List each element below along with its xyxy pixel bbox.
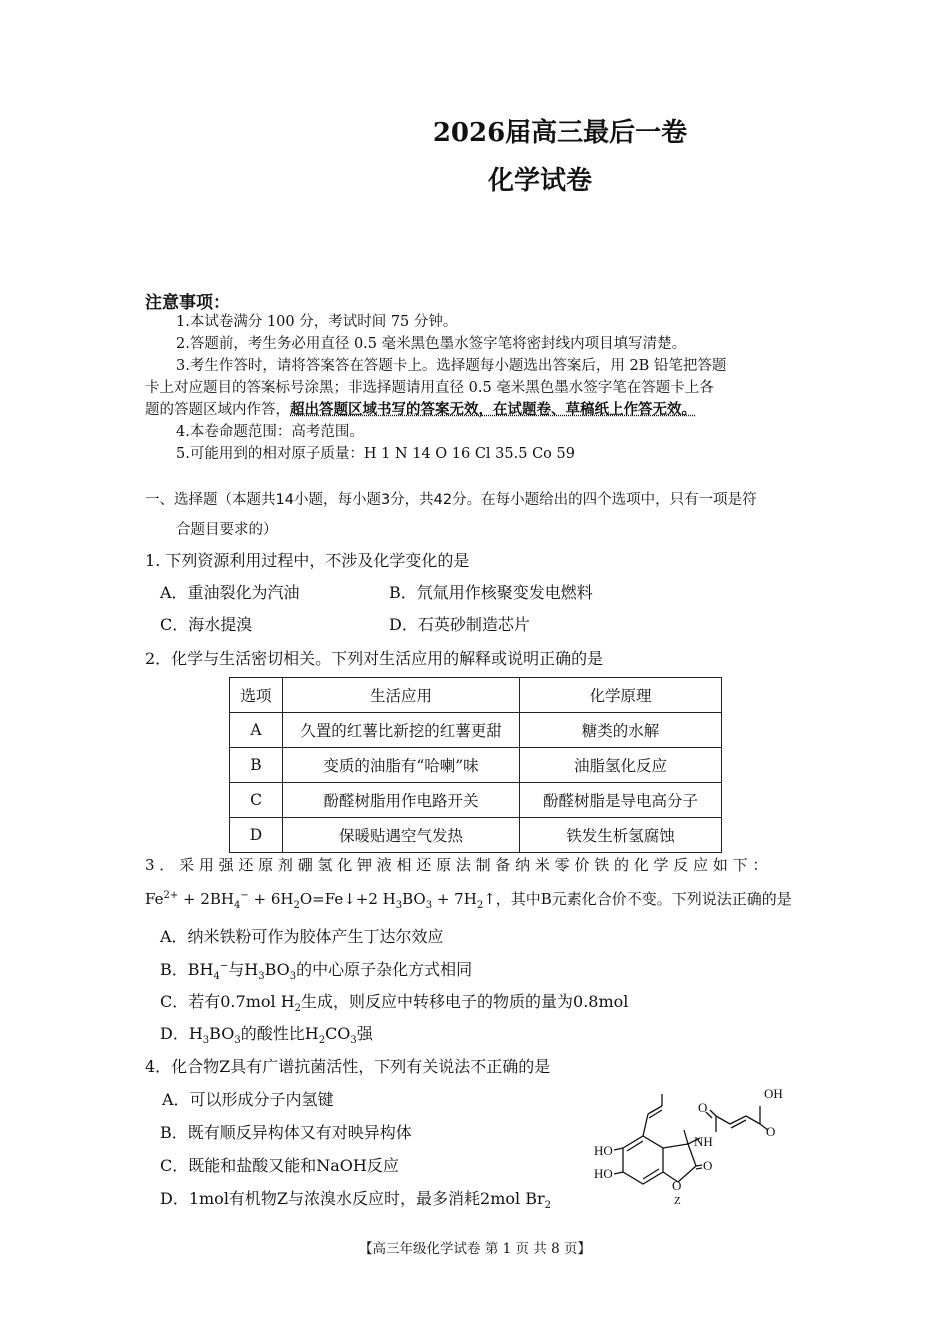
opt-sub: 3 bbox=[350, 1035, 357, 1047]
table-row bbox=[230, 748, 722, 783]
opt-part: BO bbox=[209, 1024, 235, 1043]
exam-subtitle: 化学试卷 bbox=[487, 166, 592, 196]
table-cell: 糖类的水解 bbox=[520, 713, 722, 748]
q3-option-d bbox=[160, 1021, 373, 1046]
opt-part: CO bbox=[325, 1024, 351, 1043]
opt-sub: 2 bbox=[294, 1003, 302, 1015]
eq-part: BO bbox=[402, 890, 426, 908]
q4-option-b: B．既有顺反异构体又有对映异构体 bbox=[160, 1123, 412, 1142]
section-heading: 一、选择题（本题共14小题，每小题3分，共42分。在每小题给出的四个选项中，只有一项是符 bbox=[145, 492, 757, 508]
notice-warning: 超出答题区域书写的答案无效，在试题卷、草稿纸上作答无效。 bbox=[290, 401, 696, 418]
q4-stem: 4．化合物Z具有广谱抗菌活性，下列有关说法不正确的是 bbox=[145, 1057, 551, 1076]
opt-sub: 4 bbox=[213, 971, 220, 983]
table-cell: 久置的红薯比新挖的红薯更甜 bbox=[283, 713, 520, 748]
opt-sub: 3 bbox=[258, 971, 265, 983]
q1-stem: 1. 下列资源利用过程中，不涉及化学变化的是 bbox=[145, 551, 470, 570]
opt-part: C．若有0.7mol H bbox=[160, 992, 295, 1011]
opt-part: 的中心原子杂化方式相同 bbox=[296, 960, 473, 979]
notice-item-3a: 3.考生作答时，请将答案答在答题卡上。选择题每小题选出答案后，用 2B 铅笔把答题 bbox=[176, 358, 727, 374]
opt-sub: 2 bbox=[544, 1200, 552, 1212]
q3-option-c bbox=[160, 989, 628, 1014]
eq-sup: − bbox=[240, 890, 249, 901]
table-row bbox=[230, 783, 722, 818]
eq-sub: 4 bbox=[233, 900, 241, 911]
opt-sup: − bbox=[219, 960, 229, 972]
opt-sub: 3 bbox=[289, 971, 297, 983]
opt-part: 的酸性比H bbox=[240, 1024, 319, 1043]
mol-label: OH bbox=[764, 1086, 783, 1101]
notice-item-4: 4.本卷命题范围：高考范围。 bbox=[176, 424, 364, 440]
section-heading-cont: 合题目要求的） bbox=[176, 522, 278, 538]
eq-sub: 3 bbox=[395, 900, 403, 911]
table-header-cell: 生活应用 bbox=[283, 678, 520, 713]
eq-part: + 6H bbox=[248, 890, 294, 908]
compound-z-structure bbox=[588, 1078, 798, 1208]
q1-option-c: C．海水提溴 bbox=[160, 615, 253, 634]
exam-title: 2026届高三最后一卷 bbox=[432, 118, 688, 148]
table-cell: 油脂氢化反应 bbox=[520, 748, 722, 783]
compound-label: Z bbox=[674, 1195, 681, 1207]
table-cell: C bbox=[230, 783, 283, 818]
opt-sub: 3 bbox=[234, 1035, 241, 1047]
table-cell: 酚醛树脂是导电高分子 bbox=[520, 783, 722, 818]
mol-label: O bbox=[698, 1100, 708, 1115]
notice-heading: 注意事项： bbox=[145, 293, 230, 313]
opt-part: B．BH bbox=[160, 960, 214, 979]
table-cell: A bbox=[230, 713, 283, 748]
opt-sub: 3 bbox=[202, 1035, 210, 1047]
q4-option-a: A．可以形成分子内氢键 bbox=[162, 1090, 334, 1109]
table-cell: D bbox=[230, 818, 283, 853]
q2-stem: 2．化学与生活密切相关。下列对生活应用的解释或说明正确的是 bbox=[145, 649, 604, 668]
opt-part: D．H bbox=[160, 1024, 203, 1043]
mol-label: O bbox=[672, 1178, 682, 1193]
eq-part: Fe bbox=[145, 890, 164, 908]
table-header-row bbox=[230, 678, 722, 713]
opt-part: 生成，则反应中转移电子的物质的量为0.8mol bbox=[301, 992, 629, 1011]
table-cell: 变质的油脂有“哈喇”味 bbox=[283, 748, 520, 783]
notice-item-3c-text: 题的答题区域内作答， bbox=[145, 402, 290, 418]
notice-item-3b: 卡上对应题目的答案标号涂黑；非选择题请用直径 0.5 毫米黑色墨水签字笔在答题卡上各 bbox=[145, 380, 714, 396]
opt-sub: 2 bbox=[318, 1035, 326, 1047]
mol-label: HO bbox=[594, 1166, 613, 1181]
benzene-ring bbox=[623, 1136, 663, 1184]
q1-option-a: A．重油裂化为汽油 bbox=[160, 583, 300, 602]
q3-equation bbox=[145, 888, 792, 911]
opt-part: D．1mol有机物Z与浓溴水反应时，最多消耗2mol Br bbox=[160, 1189, 545, 1208]
mol-label: HO bbox=[594, 1143, 613, 1158]
mol-label: O bbox=[703, 1158, 713, 1173]
table-row bbox=[230, 818, 722, 853]
opt-part: 强 bbox=[356, 1024, 373, 1043]
q4-option-d bbox=[160, 1186, 551, 1211]
q4-option-c: C．既能和盐酸又能和NaOH反应 bbox=[160, 1156, 399, 1175]
notice-item-3c bbox=[145, 400, 696, 420]
table-cell: B bbox=[230, 748, 283, 783]
table-cell: 酚醛树脂用作电路开关 bbox=[283, 783, 520, 818]
q3-option-b bbox=[160, 957, 472, 982]
eq-part: + 7H bbox=[432, 890, 477, 908]
eq-part: + 2BH bbox=[178, 890, 234, 908]
q1-option-b: B．氘氚用作核聚变发电燃料 bbox=[389, 583, 593, 602]
eq-sub: 2 bbox=[476, 900, 484, 911]
eq-sup: 2+ bbox=[163, 890, 179, 901]
table-cell: 铁发生析氢腐蚀 bbox=[520, 818, 722, 853]
notice-item-5: 5.可能用到的相对原子质量：H 1 N 14 O 16 Cl 35.5 Co 59 bbox=[176, 446, 575, 462]
table-row bbox=[230, 713, 722, 748]
eq-part: O=Fe↓+2 H bbox=[299, 890, 396, 908]
opt-part: 与H bbox=[228, 960, 259, 979]
eq-sub: 3 bbox=[425, 900, 433, 911]
eq-sub: 2 bbox=[293, 900, 300, 911]
notice-item-1: 1.本试卷满分 100 分，考试时间 75 分钟。 bbox=[176, 314, 458, 330]
table-cell: 保暖贴遇空气发热 bbox=[283, 818, 520, 853]
table-header-cell: 化学原理 bbox=[520, 678, 722, 713]
q1-option-d: D．石英砂制造芯片 bbox=[389, 615, 530, 634]
mol-label: O bbox=[766, 1124, 776, 1139]
q3-stem: 3 ． 采 用 强 还 原 剂 硼 氢 化 钾 液 相 还 原 法 制 备 纳 米 零 价 铁 的 化 学 反 应 如 下 ： bbox=[145, 856, 768, 874]
page-footer: 【高三年级化学试卷 第 1 页 共 8 页】 bbox=[359, 1241, 591, 1257]
table-header-cell: 选项 bbox=[230, 678, 283, 713]
mol-label: NH bbox=[694, 1134, 713, 1149]
opt-part: BO bbox=[264, 960, 290, 979]
q2-table bbox=[229, 677, 722, 853]
q3-option-a: A．纳米铁粉可作为胶体产生丁达尔效应 bbox=[160, 927, 444, 946]
eq-part: ↑，其中B元素化合价不变。下列说法正确的是 bbox=[483, 890, 792, 908]
notice-item-2: 2.答题前，考生务必用直径 0.5 毫米黑色墨水签字笔将密封线内项目填写清楚。 bbox=[176, 336, 687, 352]
